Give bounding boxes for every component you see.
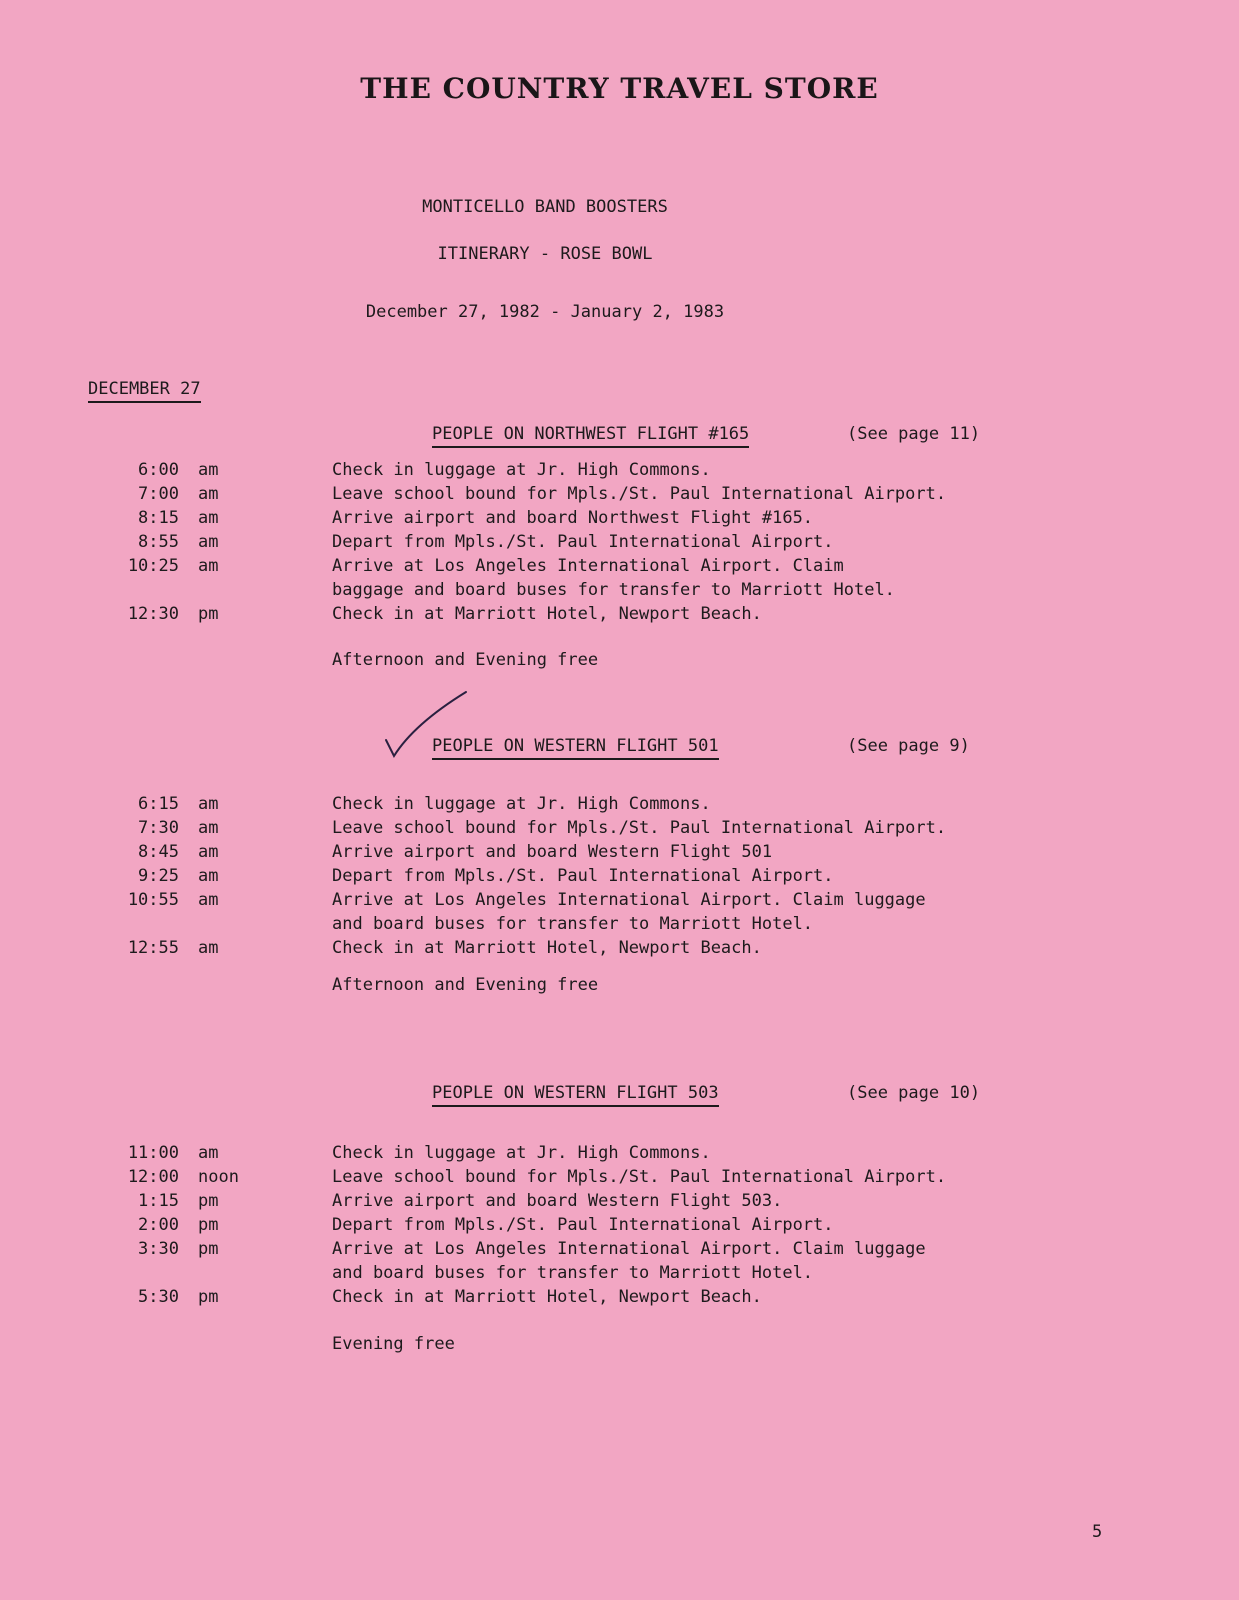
schedule-row <box>0 794 1239 818</box>
row-time: 12:30 <box>127 604 179 624</box>
row-description: Depart from Mpls./St. Paul International Airport. <box>332 532 834 552</box>
row-time: 7:00 <box>138 484 179 504</box>
section-heading <box>432 424 981 444</box>
row-description-continued: baggage and board buses for transfer to Marriott Hotel. <box>332 580 895 600</box>
row-time: 12:00 <box>127 1167 179 1187</box>
row-time-unit: pm <box>198 1287 219 1307</box>
section-title: PEOPLE ON NORTHWEST FLIGHT #165 <box>432 424 749 448</box>
schedule-row-continuation <box>0 914 1239 938</box>
row-description: Check in at Marriott Hotel, Newport Beach. <box>332 938 762 958</box>
row-time: 8:15 <box>138 508 179 528</box>
schedule-row <box>0 1191 1239 1215</box>
row-time: 11:00 <box>127 1143 179 1163</box>
row-description: Check in luggage at Jr. High Commons. <box>332 460 711 480</box>
section-heading <box>432 1083 981 1103</box>
section-title: PEOPLE ON WESTERN FLIGHT 503 <box>432 1083 719 1107</box>
row-time-unit: pm <box>198 604 219 624</box>
row-time: 6:15 <box>138 794 179 814</box>
schedule-row <box>0 842 1239 866</box>
trip-dates: December 27, 1982 - January 2, 1983 <box>365 302 725 322</box>
row-time: 2:00 <box>138 1215 179 1235</box>
store-logo: THE COUNTRY TRAVEL STORE <box>360 72 879 105</box>
schedule-row <box>0 890 1239 914</box>
page-reference: (See page 10) <box>847 1083 981 1103</box>
schedule-row <box>0 938 1239 962</box>
schedule-list <box>0 460 1239 628</box>
free-time-note: Afternoon and Evening free <box>332 975 599 995</box>
schedule-row <box>0 1239 1239 1263</box>
org-name: MONTICELLO BAND BOOSTERS <box>422 197 668 217</box>
row-description: Depart from Mpls./St. Paul International Airport. <box>332 866 834 886</box>
schedule-row <box>0 866 1239 890</box>
section-heading <box>432 736 970 756</box>
row-time-unit: am <box>198 890 219 910</box>
schedule-row <box>0 484 1239 508</box>
section-title: PEOPLE ON WESTERN FLIGHT 501 <box>432 736 719 760</box>
schedule-row <box>0 604 1239 628</box>
row-time-unit: pm <box>198 1191 219 1211</box>
row-time-unit: am <box>198 794 219 814</box>
row-description: Check in at Marriott Hotel, Newport Beach. <box>332 604 762 624</box>
row-time-unit: am <box>198 556 219 576</box>
row-time-unit: am <box>198 866 219 886</box>
row-time: 6:00 <box>138 460 179 480</box>
schedule-row <box>0 1287 1239 1311</box>
row-time: 10:25 <box>127 556 179 576</box>
schedule-row <box>0 1143 1239 1167</box>
row-time-unit: am <box>198 818 219 838</box>
row-description: Leave school bound for Mpls./St. Paul International Airport. <box>332 1167 947 1187</box>
schedule-row <box>0 508 1239 532</box>
row-time: 3:30 <box>138 1239 179 1259</box>
row-description: Arrive airport and board Western Flight 501 <box>332 842 773 862</box>
page-reference: (See page 11) <box>847 424 981 444</box>
row-description-continued: and board buses for transfer to Marriott Hotel. <box>332 914 814 934</box>
row-time-unit: am <box>198 842 219 862</box>
row-description: Check in at Marriott Hotel, Newport Beach. <box>332 1287 762 1307</box>
free-time-note: Afternoon and Evening free <box>332 650 599 670</box>
schedule-row <box>0 532 1239 556</box>
row-description: Arrive at Los Angeles International Airport. Claim luggage <box>332 1239 926 1259</box>
schedule-row <box>0 1215 1239 1239</box>
row-time-unit: am <box>198 460 219 480</box>
row-time: 5:30 <box>138 1287 179 1307</box>
schedule-list <box>0 794 1239 962</box>
row-description: Arrive airport and board Western Flight 503. <box>332 1191 783 1211</box>
row-time: 12:55 <box>127 938 179 958</box>
row-time-unit: pm <box>198 1215 219 1235</box>
row-time-unit: am <box>198 938 219 958</box>
schedule-row <box>0 460 1239 484</box>
row-time-unit: am <box>198 1143 219 1163</box>
row-description: Check in luggage at Jr. High Commons. <box>332 1143 711 1163</box>
row-time-unit: noon <box>198 1167 239 1187</box>
row-time-unit: am <box>198 508 219 528</box>
free-time-note: Evening free <box>332 1334 455 1354</box>
schedule-row <box>0 818 1239 842</box>
row-time-unit: pm <box>198 1239 219 1259</box>
row-description: Depart from Mpls./St. Paul International Airport. <box>332 1215 834 1235</box>
page-reference: (See page 9) <box>847 736 970 756</box>
row-description: Arrive at Los Angeles International Airport. Claim luggage <box>332 890 926 910</box>
schedule-list <box>0 1143 1239 1311</box>
schedule-row <box>0 1167 1239 1191</box>
row-description: Leave school bound for Mpls./St. Paul International Airport. <box>332 484 947 504</box>
row-time-unit: am <box>198 484 219 504</box>
schedule-row-continuation <box>0 580 1239 604</box>
row-time: 8:55 <box>138 532 179 552</box>
row-description: Leave school bound for Mpls./St. Paul International Airport. <box>332 818 947 838</box>
page-number: 5 <box>1092 1522 1103 1542</box>
schedule-row-continuation <box>0 1263 1239 1287</box>
day-label: DECEMBER 27 <box>88 379 201 403</box>
row-description: Arrive at Los Angeles International Airport. Claim <box>332 556 844 576</box>
row-time: 8:45 <box>138 842 179 862</box>
row-time: 9:25 <box>138 866 179 886</box>
row-description: Check in luggage at Jr. High Commons. <box>332 794 711 814</box>
row-time: 1:15 <box>138 1191 179 1211</box>
row-time-unit: am <box>198 532 219 552</box>
itinerary-title: ITINERARY - ROSE BOWL <box>437 244 653 264</box>
schedule-row <box>0 556 1239 580</box>
row-time: 7:30 <box>138 818 179 838</box>
row-description-continued: and board buses for transfer to Marriott Hotel. <box>332 1263 814 1283</box>
row-time: 10:55 <box>127 890 179 910</box>
row-description: Arrive airport and board Northwest Flight #165. <box>332 508 814 528</box>
